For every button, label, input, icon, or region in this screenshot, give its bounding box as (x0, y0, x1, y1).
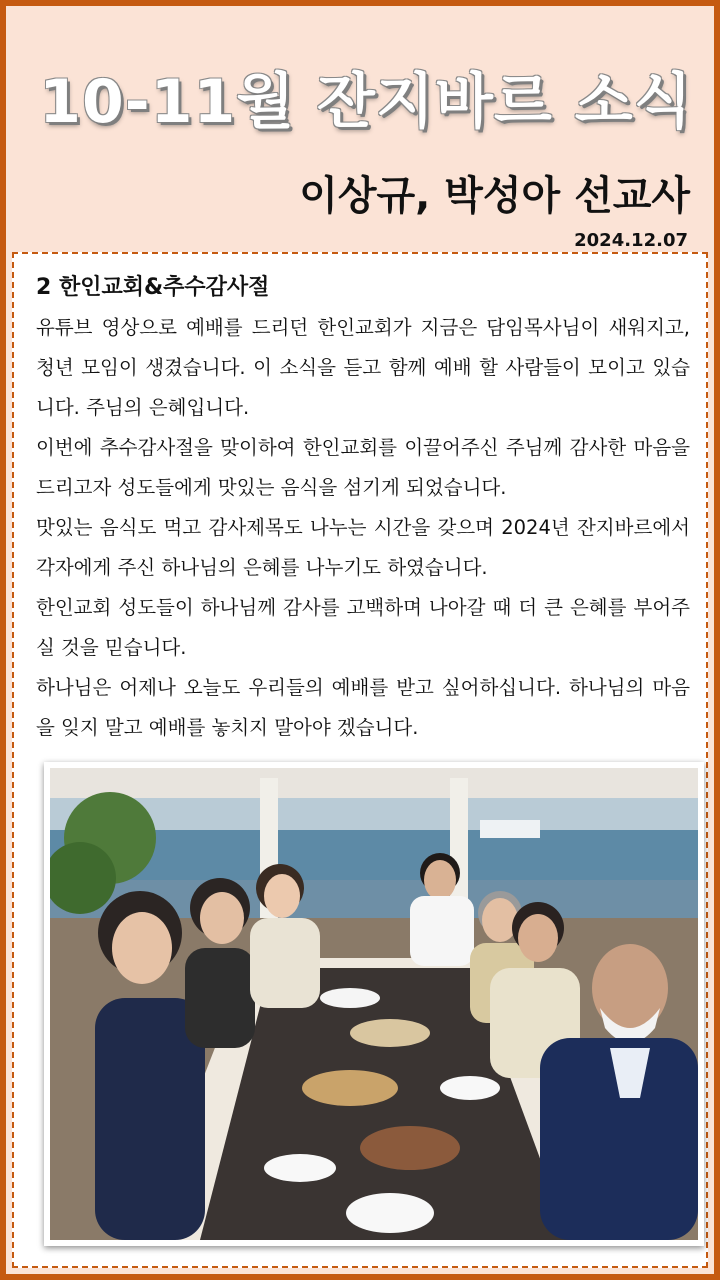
section-title: 2 한인교회&추수감사절 (36, 275, 270, 300)
publish-date: 2024.12.07 (574, 230, 688, 251)
page-title: 10-11월 잔지바르 소식 (39, 67, 693, 137)
paragraph-4: 한인교회 성도들이 하나님께 감사를 고백하며 나아갈 때 더 큰 은혜를 부어주실 것을 믿습니다. (36, 596, 690, 659)
missionary-names: 이상규, 박성아 선교사 (299, 173, 690, 219)
article-body (36, 308, 690, 748)
content-panel (12, 252, 708, 1268)
paragraph-1: 유튜브 영상으로 예배를 드리던 한인교회가 지금은 담임목사님이 새워지고, 청년 모임이 생겼습니다. 이 소식을 듣고 함께 예배 할 사람들이 모이고 있습니다. 주님의 은혜입니다. (36, 316, 690, 419)
paragraph-3: 맛있는 음식도 먹고 감사제목도 나누는 시간을 갖으며 2024년 잔지바르에서 각자에게 주신 하나님의 은혜를 나누기도 하였습니다. (36, 516, 690, 579)
photo-illustration (50, 768, 698, 1240)
paragraph-2: 이번에 추수감사절을 맞이하여 한인교회를 이끌어주신 주님께 감사한 마음을 드리고자 성도들에게 맛있는 음식을 섬기게 되었습니다. (36, 436, 690, 499)
paragraph-5: 하나님은 어제나 오늘도 우리들의 예배를 받고 싶어하십니다. 하나님의 마음을 잊지 말고 예배를 놓치지 말아야 겠습니다. (36, 676, 690, 739)
group-photo (44, 762, 704, 1246)
